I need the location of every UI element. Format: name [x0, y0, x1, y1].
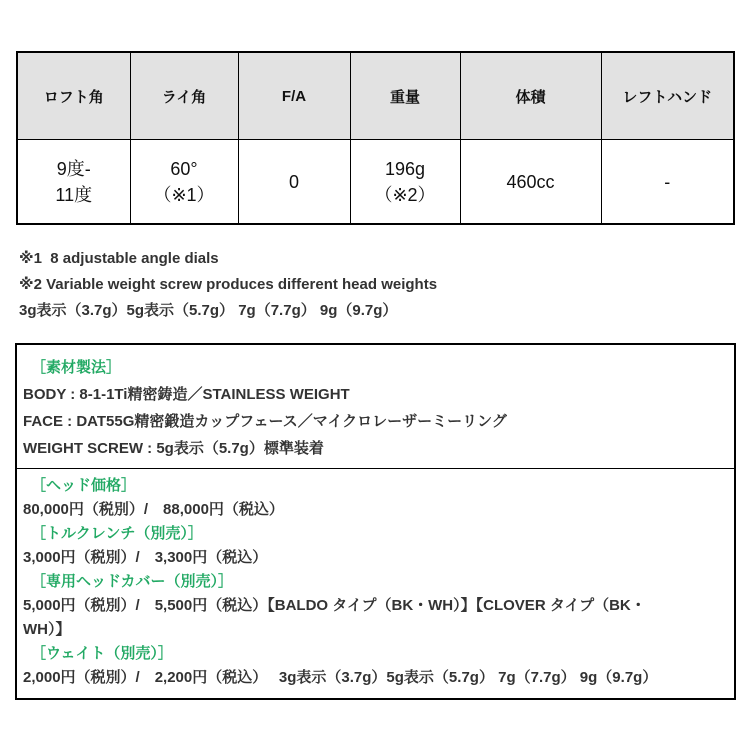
footnote-variable-weight: ※2 Variable weight screw produces different head weights: [19, 276, 438, 293]
spec-table-header-row: [17, 52, 734, 140]
value-volume: [460, 140, 601, 225]
headcover-label: ［専用ヘッドカバー（別売）］: [31, 573, 234, 590]
value-left-hand: [601, 140, 734, 225]
material-body-line: BODY : 8-1-1Ti精密鋳造／STAINLESS WEIGHT: [23, 386, 350, 403]
value-line: 60°: [170, 158, 198, 179]
value-weight: [350, 140, 460, 225]
head-price-value: 80,000円（税別）/ 88,000円（税込）: [23, 501, 284, 518]
header-loft-angle: ロフト角: [17, 52, 130, 140]
footnote-adjustable-dials: ※1 8 adjustable angle dials: [19, 250, 219, 267]
weight-option-price-value: 2,000円（税別）/ 2,200円（税込） 3g表示（3.7g）5g表示（5.7g） 7g（7.7g） 9g（9.7g）: [23, 669, 658, 686]
footnotes: [19, 246, 734, 324]
info-box: [15, 343, 736, 700]
material-section-label: ［素材製法］: [31, 359, 122, 376]
value-line: -: [664, 171, 671, 192]
value-line: 9度-: [56, 158, 91, 179]
torque-wrench-label: ［トルクレンチ（別売）］: [31, 525, 203, 542]
weight-option-label: ［ウェイト（別売）］: [31, 645, 173, 662]
header-weight: 重量: [350, 52, 460, 140]
value-line: 460cc: [506, 171, 555, 192]
header-left-hand: レフトハンド: [601, 52, 734, 140]
value-lie-angle: [130, 140, 238, 225]
spec-table: [16, 51, 735, 225]
value-line: （※1）: [153, 184, 215, 205]
value-loft-angle: [17, 140, 130, 225]
material-section: [17, 345, 734, 469]
headcover-price-line2: WH）】: [23, 621, 71, 638]
value-line: （※2）: [374, 184, 436, 205]
header-volume: 体積: [460, 52, 601, 140]
material-face-line: FACE : DAT55G精密鍛造カップフェース／マイクロレーザーミーリング: [23, 413, 507, 430]
material-weight-screw-line: WEIGHT SCREW : 5g表示（5.7g）標準装着: [23, 440, 324, 457]
value-line: 11度: [55, 184, 93, 205]
torque-wrench-price-value: 3,000円（税別）/ 3,300円（税込）: [23, 549, 268, 566]
value-line: 196g: [384, 158, 426, 179]
head-price-label: ［ヘッド価格］: [31, 477, 137, 494]
spec-table-value-row: [17, 140, 734, 225]
value-line: 0: [288, 171, 299, 192]
footnote-weight-options: 3g表示（3.7g）5g表示（5.7g） 7g（7.7g） 9g（9.7g）: [19, 302, 398, 319]
pricing-section: [17, 469, 734, 698]
headcover-price-line1: 5,000円（税別）/ 5,500円（税込）【BALDO タイプ（BK・WH）】【CLOVER タイプ（BK・: [23, 597, 646, 614]
header-lie-angle: ライ角: [130, 52, 238, 140]
header-fa: F/A: [238, 52, 350, 140]
value-fa: [238, 140, 350, 225]
